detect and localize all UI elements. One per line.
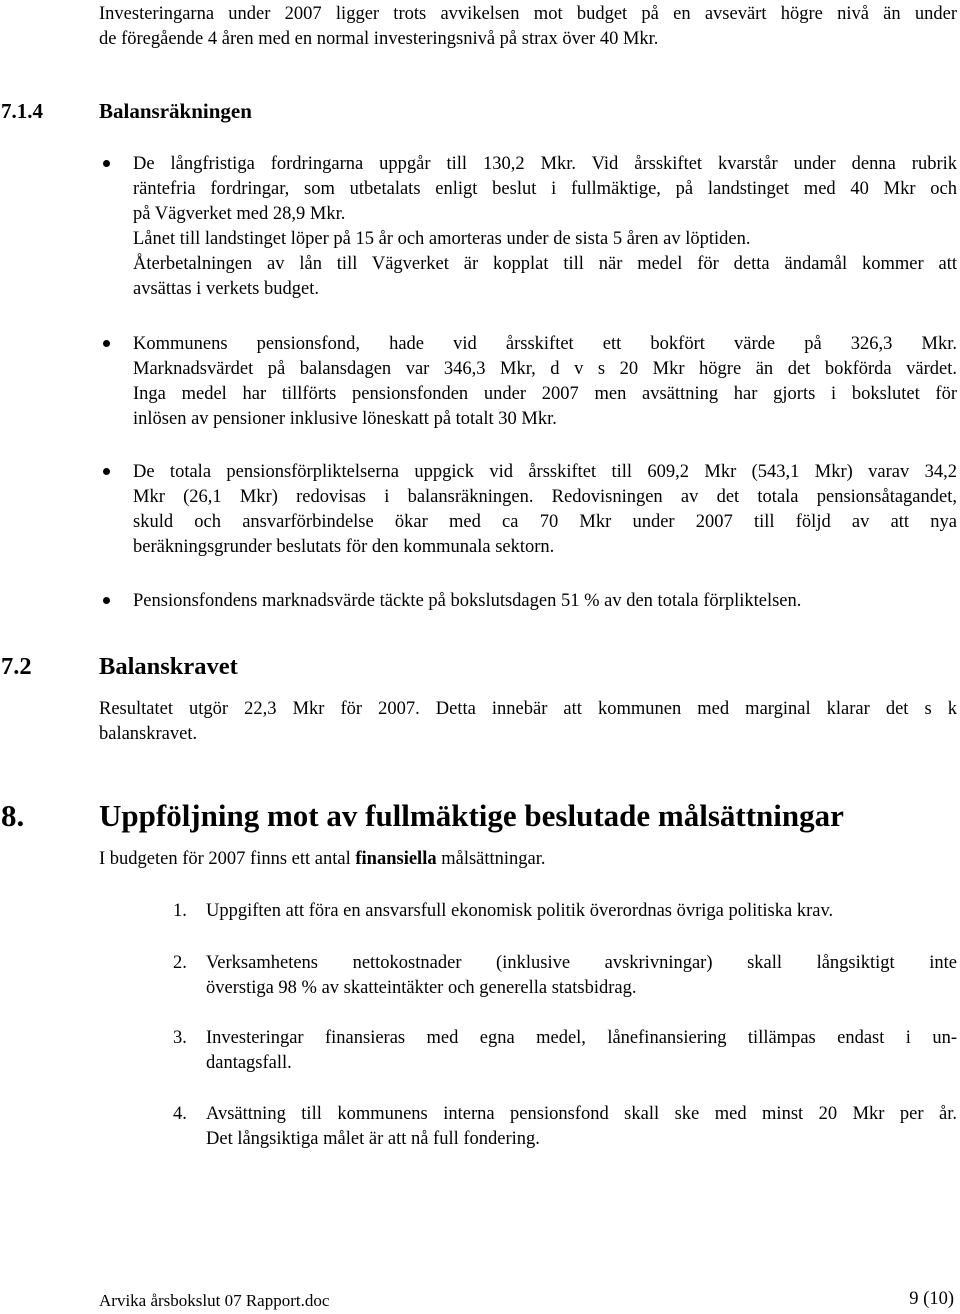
list-item bbox=[206, 899, 957, 924]
section-title: Balansräkningen bbox=[99, 99, 252, 123]
list-item-number: 2. bbox=[173, 953, 187, 973]
bullet-icon bbox=[103, 160, 110, 167]
list-item bbox=[206, 951, 957, 1001]
paragraph-line: Lånet till landstinget löper på 15 år och amorteras under de sista 5 åren av löptiden. bbox=[133, 229, 751, 249]
paragraph-line: beräkningsgrunder beslutats för den kommunala sektorn. bbox=[133, 537, 555, 557]
paragraph-line: balanskravet. bbox=[99, 724, 198, 744]
bullet-paragraph bbox=[133, 332, 957, 432]
paragraph-line: De långfristiga fordringarna uppgår till 130,2 Mkr. Vid årsskiftet kvarstår under denna rubrik bbox=[133, 154, 957, 174]
intro-paragraph bbox=[99, 2, 957, 52]
paragraph-line: Pensionsfondens marknadsvärde täckte på bokslutsdagen 51 % av den totala förpliktelsen. bbox=[133, 591, 802, 611]
paragraph-line: Mkr (26,1 Mkr) redovisas i balansräkningen. Redovisningen av det totala pensionsåtagandet, bbox=[133, 487, 957, 507]
list-item-line: Avsättning till kommunens interna pensionsfond skall ske med minst 20 Mkr per år. bbox=[206, 1104, 957, 1124]
paragraph-line: Kommunens pensionsfond, hade vid årsskiftet ett bokfört värde på 326,3 Mkr. bbox=[133, 334, 957, 354]
section-title: Balanskravet bbox=[99, 653, 238, 680]
chapter-title: Uppföljning mot av fullmäktige beslutade målsättningar bbox=[99, 798, 844, 833]
list-item-number: 1. bbox=[173, 901, 187, 921]
paragraph-line: Resultatet utgör 22,3 Mkr för 2007. Detta innebär att kommunen med marginal klarar det s k bbox=[99, 699, 957, 719]
paragraph-line: inlösen av pensioner inklusive löneskatt på totalt 30 Mkr. bbox=[133, 409, 557, 429]
list-item-line: Verksamhetens nettokostnader (inklusive avskrivningar) skall långsiktigt inte bbox=[206, 953, 957, 973]
list-item-line: överstiga 98 % av skatteintäkter och generella statsbidrag. bbox=[206, 978, 637, 998]
intro-text: I budgeten för 2007 finns ett antal bbox=[99, 849, 356, 869]
section-number: 7.1.4 bbox=[1, 99, 43, 123]
paragraph-line: Inga medel har tillförts pensionsfonden under 2007 men avsättning har gjorts i bokslutet för bbox=[133, 384, 957, 404]
list-item-line: dantagsfall. bbox=[206, 1053, 292, 1073]
bullet-icon bbox=[103, 597, 110, 604]
list-item bbox=[206, 1026, 957, 1076]
list-item-line: Det långsiktiga målet är att nå full fondering. bbox=[206, 1129, 540, 1149]
list-item-number: 3. bbox=[173, 1028, 187, 1048]
list-item-line: Investeringar finansieras med egna medel, lånefinansiering tillämpas endast i un- bbox=[206, 1028, 957, 1048]
paragraph-line: avsättas i verkets budget. bbox=[133, 279, 319, 299]
balanskravet-paragraph bbox=[99, 697, 957, 747]
bullet-paragraph bbox=[133, 589, 957, 614]
list-item bbox=[206, 1102, 957, 1152]
bullet-icon bbox=[103, 468, 110, 475]
bullet-paragraph bbox=[133, 152, 957, 302]
chapter-intro bbox=[99, 847, 546, 872]
bullet-icon bbox=[103, 340, 110, 347]
intro-bold-text: finansiella bbox=[355, 849, 437, 869]
paragraph-line: De totala pensionsförpliktelserna uppgick vid årsskiftet till 609,2 Mkr (543,1 Mkr) varav 34,2 bbox=[133, 462, 957, 482]
intro-text: målsättningar. bbox=[436, 849, 546, 869]
footer-filename: Arvika årsbokslut 07 Rapport.doc bbox=[99, 1291, 330, 1310]
chapter-number: 8. bbox=[1, 798, 25, 833]
intro-line: de föregående 4 åren med en normal investeringsnivå på strax över 40 Mkr. bbox=[99, 29, 659, 49]
section-number: 7.2 bbox=[1, 653, 32, 680]
list-item-number: 4. bbox=[173, 1104, 187, 1124]
paragraph-line: räntefria fordringar, som utbetalats enligt beslut i fullmäktige, på landstinget med 40 Mkr och bbox=[133, 179, 957, 199]
list-item-line: Uppgiften att föra en ansvarsfull ekonomisk politik överordnas övriga politiska krav. bbox=[206, 901, 834, 921]
intro-line: Investeringarna under 2007 ligger trots avvikelsen mot budget på en avsevärt högre nivå än under bbox=[99, 4, 957, 24]
paragraph-line: Marknadsvärdet på balansdagen var 346,3 Mkr, d v s 20 Mkr högre än det bokförda värdet. bbox=[133, 359, 957, 379]
bullet-paragraph bbox=[133, 460, 957, 560]
paragraph-line: på Vägverket med 28,9 Mkr. bbox=[133, 204, 346, 224]
footer-page-number: 9 (10) bbox=[909, 1289, 954, 1309]
paragraph-line: Återbetalningen av lån till Vägverket är kopplat till när medel för detta ändamål kommer att bbox=[133, 254, 957, 274]
paragraph-line: skuld och ansvarförbindelse ökar med ca 70 Mkr under 2007 till följd av att nya bbox=[133, 512, 957, 532]
